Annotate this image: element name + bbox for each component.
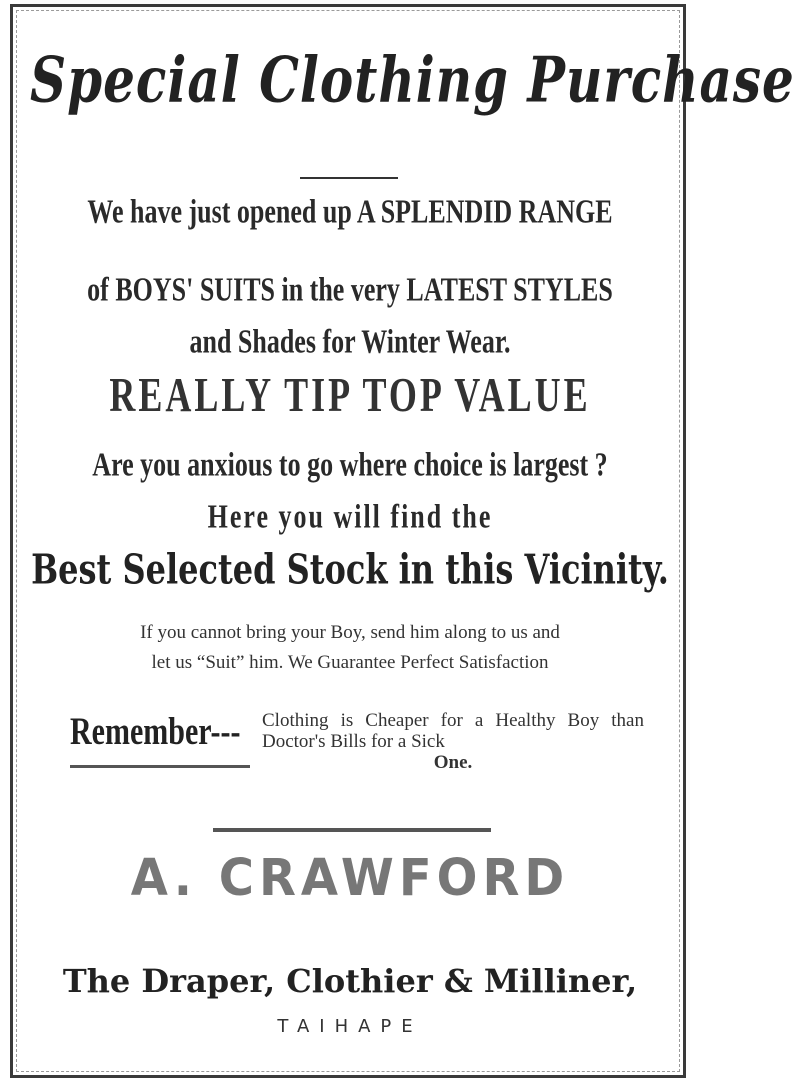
body-line-3: and Shades for Winter Wear. — [189, 322, 511, 361]
value-highlight: REALLY TIP TOP VALUE — [109, 368, 591, 422]
body-line-2: of BOYS' SUITS in the very LATEST STYLES — [87, 270, 613, 309]
remember-text — [262, 710, 644, 773]
ad-title: Special Clothing Purchase — [30, 42, 795, 117]
remember-underline — [70, 765, 250, 768]
merchant-town: TAIHAPE — [277, 1016, 423, 1037]
boy-line-2: let us “Suit” him. We Guarantee Perfect Satisfaction — [151, 652, 549, 673]
choice-question: Are you anxious to go where choice is largest ? — [92, 445, 608, 484]
body-line-1: We have just opened up A SPLENDID RANGE — [87, 192, 613, 231]
find-line: Here you will find the — [207, 497, 493, 536]
merchant-description: The Draper, Clothier & Milliner, — [62, 962, 638, 1000]
advertisement-border — [10, 4, 795, 1078]
best-stock-line: Best Selected Stock in this Vicinity. — [31, 544, 669, 594]
remember-label: Remember--- — [70, 710, 241, 753]
merchant-divider — [213, 828, 491, 832]
remember-text-last-word: One. — [433, 752, 473, 773]
merchant-name: A. CRAWFORD — [130, 848, 570, 908]
title-divider — [300, 177, 398, 179]
remember-text-body: Clothing is Cheaper for a Healthy Boy than Doctor's Bills for a Sick — [262, 710, 644, 752]
boy-line-1: If you cannot bring your Boy, send him along to us and — [140, 622, 560, 643]
